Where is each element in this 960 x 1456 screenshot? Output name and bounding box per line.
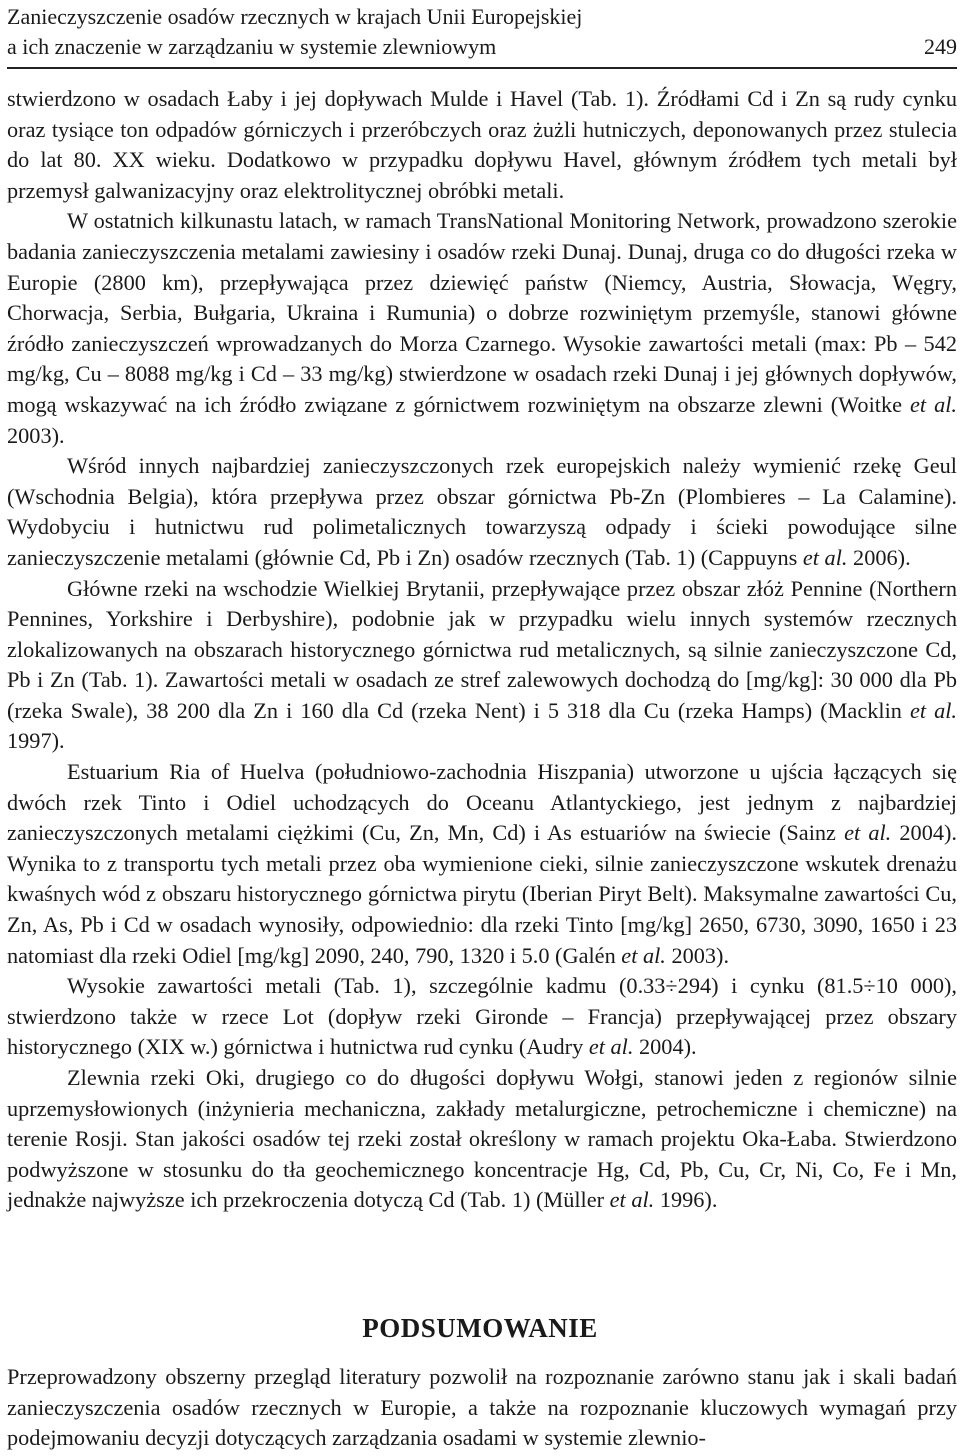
page-number: 249 bbox=[924, 34, 957, 59]
et-al: et al. bbox=[910, 391, 957, 417]
summary-text bbox=[7, 1362, 957, 1454]
paragraph-2: W ostatnich kilkunastu latach, w ramach TransNational Monitoring Network, prowadzono szerokie badania zanieczyszczenia metalami zawiesiny i osadów rzeki Dunaj. Dunaj, druga co do długości rzeka w Europie (2800 km), przepływająca przez dziewięć państw (Niemcy, Austria, Słowacja, Węgry, Chorwacja, Serbia, Bułgaria, Ukraina i Rumunia) o dobrze rozwiniętym przemyśle, stanowi główne źródło zanieczyszczeń wprowadzanych do Morza Czarnego. Wysokie zawartości metali (max: Pb – 542 mg/kg, Cu – 8088 mg/kg i Cd – 33 mg/kg) stwierdzone w osadach rzeki Dunaj i jej głównych dopływów, mogą wskazywać na ich źródło związane z górnictwem rozwiniętym na obszarze zlewni (Woitke et al. 2003). bbox=[7, 208, 957, 448]
paragraph-7: Zlewnia rzeki Oki, drugiego co do długości dopływu Wołgi, stanowi jeden z regionów silnie uprzemysłowionych (inżynieria mechaniczna, zakłady metalurgiczne, petrochemiczne i chemiczne) na terenie Rosji. Stan jakości osadów tej rzeki został określony w ramach projektu Oka-Łaba. Stwierdzono podwyższone w stosunku do tła geochemicznego koncentracje Hg, Cd, Pb, Cu, Cr, Ni, Co, Fe i Mn, jednakże najwyższe ich przekroczenia dotyczą Cd (Tab. 1) (Müller et al. 1996). bbox=[7, 1065, 957, 1213]
summary-paragraph: Przeprowadzony obszerny przegląd literatury pozwolił na rozpoznanie zarówno stanu jak i skali badań zanieczyszczenia osadów rzecznych w Europie, a także na rozpoznanie kluczowych wymagań przy podejmowaniu decyzji dotyczących zarządzania osadami w systemie zlewnio- bbox=[7, 1364, 957, 1451]
running-header bbox=[7, 2, 957, 62]
et-al: et al. bbox=[909, 697, 957, 723]
et-al: et al. bbox=[621, 942, 666, 968]
paragraph-3: Wśród innych najbardziej zanieczyszczonych rzek europejskich należy wymienić rzekę Geul (Wschodnia Belgia), która przepływa przez obszar górnictwa Pb-Zn (Plombieres – La Calamine). Wydobyciu i hutnictwu rud polimetalicznych towarzyszą odpady i ścieki powodujące silne zanieczyszczenie metalami (głównie Cd, Pb i Zn) osadów rzecznych (Tab. 1) (Cappuyns et al. 2006). bbox=[7, 453, 957, 570]
et-al: et al. bbox=[802, 544, 848, 570]
paragraph-5: Estuarium Ria of Huelva (południowo-zachodnia Hiszpania) utworzone u ujścia łączących się dwóch rzek Tinto i Odiel uchodzących do Oceanu Atlantyckiego, jest jednym z najbardziej zanieczyszczonych metalami ciężkimi (Cu, Zn, Mn, Cd) i As estuariów na świecie (Sainz et al. 2004). Wynika to z transportu tych metali przez oba wymienione cieki, silnie zanieczyszczone wskutek drenażu kwaśnych wód z obszaru historycznego górnictwa pirytu (Iberian Piryt Belt). Maksymalne zawartości Cu, Zn, As, Pb i Cd w osadach wynosiły, odpowiednio: dla rzeki Tinto [mg/kg] 2650, 6730, 3090, 1650 i 23 natomiast dla rzeki Odiel [mg/kg] 2090, 240, 790, 1320 i 5.0 (Galén et al. 2003). bbox=[7, 759, 957, 968]
paragraph-6: Wysokie zawartości metali (Tab. 1), szczególnie kadmu (0.33÷294) i cynku (81.5÷10 000), stwierdzono także w rzece Lot (dopływ rzeki Gironde – Francja) przepływającej przez obszary historycznego (XIX w.) górnictwa i hutnictwa rud cynku (Audry et al. 2004). bbox=[7, 973, 957, 1060]
et-al: et al. bbox=[844, 820, 892, 846]
paragraph-1: stwierdzono w osadach Łaby i jej dopływach Mulde i Havel (Tab. 1). Źródłami Cd i Zn są rudy cynku oraz tysiące ton odpadów górniczych i przeróbczych oraz żużli hutniczych, deponowanych przez stulecia do lat 80. XX wieku. Dodatkowo w przypadku dopływu Havel, głównym źródłem tych metali był przemysł galwanizacyjny oraz elektrolitycznej obróbki metali. bbox=[7, 86, 957, 203]
header-title-line-2: a ich znaczenie w zarządzaniu w systemie zlewniowym bbox=[7, 34, 497, 59]
section-heading: PODSUMOWANIE bbox=[362, 1313, 598, 1343]
body-text bbox=[7, 84, 957, 1216]
header-title-line-1: Zanieczyszczenie osadów rzecznych w krajach Unii Europejskiej bbox=[7, 4, 583, 29]
et-al: et al. bbox=[588, 1034, 634, 1060]
et-al: et al. bbox=[609, 1187, 655, 1213]
header-divider bbox=[7, 67, 957, 69]
paragraph-4: Główne rzeki na wschodzie Wielkiej Brytanii, przepływające przez obszar złóż Pennine (Northern Pennines, Yorkshire i Derbyshire), podobnie jak w przypadku wielu innych systemów rzecznych zlokalizowanych na obszarach historycznego górnictwa rud metalicznych, są silnie zanieczyszczone Cd, Pb i Zn (Tab. 1). Zawartości metali w osadach ze stref zalewowych dochodzą do [mg/kg]: 30 000 dla Pb (rzeka Swale), 38 200 dla Zn i 160 dla Cd (rzeka Nent) i 5 318 dla Cu (rzeka Hamps) (Macklin et al. 1997). bbox=[7, 575, 957, 754]
